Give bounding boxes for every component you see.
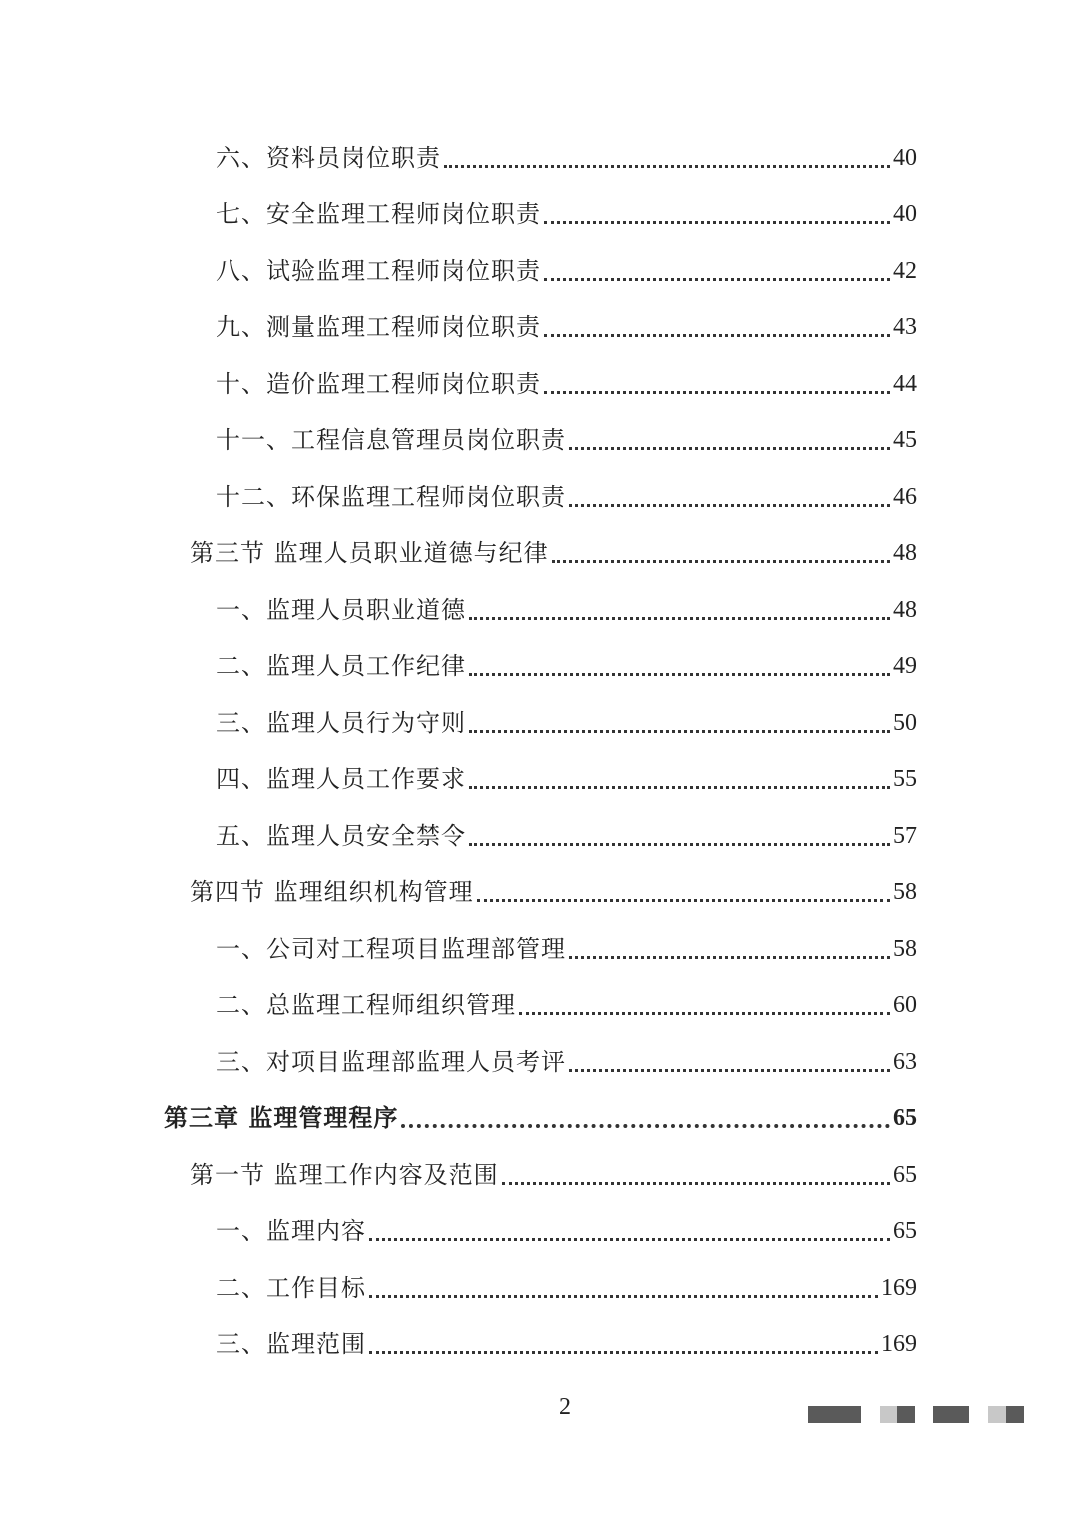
toc-entry-title: 五、监理人员安全禁令 bbox=[216, 822, 466, 850]
toc-leader-dots bbox=[369, 1295, 878, 1298]
toc-entry-title: 第三章 监理管理程序 bbox=[164, 1103, 399, 1132]
toc-entry-page: 46 bbox=[893, 484, 917, 510]
toc-entry-title: 七、安全监理工程师岗位职责 bbox=[216, 200, 541, 228]
toc-entry[interactable] bbox=[216, 646, 917, 686]
toc-entry-title: 四、监理人员工作要求 bbox=[216, 765, 466, 793]
toc-entry[interactable] bbox=[216, 590, 917, 630]
toc-entry[interactable] bbox=[216, 759, 917, 799]
toc-entry-page: 65 bbox=[893, 1218, 917, 1244]
toc-entry-title: 第四节 监理组织机构管理 bbox=[190, 878, 474, 906]
toc-entry-title: 一、公司对工程项目监理部管理 bbox=[216, 935, 566, 963]
toc-section-entry[interactable] bbox=[190, 1155, 917, 1195]
toc-leader-dots bbox=[477, 899, 890, 902]
toc-entry-page: 40 bbox=[893, 145, 917, 171]
toc-entry-page: 40 bbox=[893, 201, 917, 227]
toc-entry-page: 42 bbox=[893, 258, 917, 284]
toc-leader-dots bbox=[369, 1238, 890, 1241]
toc-entry-page: 169 bbox=[881, 1275, 917, 1301]
toc-leader-dots bbox=[469, 730, 890, 733]
toc-entry-title: 八、试验监理工程师岗位职责 bbox=[216, 257, 541, 285]
toc-entry-title: 十、造价监理工程师岗位职责 bbox=[216, 370, 541, 398]
toc-leader-dots bbox=[469, 617, 890, 620]
toc-entry-title: 三、监理人员行为守则 bbox=[216, 709, 466, 737]
toc-entry[interactable] bbox=[216, 1324, 917, 1364]
toc-chapter-entry[interactable] bbox=[164, 1098, 917, 1138]
toc-entry[interactable] bbox=[216, 929, 917, 969]
toc-leader-dots bbox=[544, 221, 890, 224]
toc-entry-title: 六、资料员岗位职责 bbox=[216, 144, 441, 172]
footer-decoration-block bbox=[897, 1406, 915, 1423]
toc-entry[interactable] bbox=[216, 364, 917, 404]
toc-entry-page: 58 bbox=[893, 936, 917, 962]
toc-entry-page: 65 bbox=[893, 1105, 917, 1131]
toc-leader-dots bbox=[401, 1124, 890, 1128]
toc-leader-dots bbox=[544, 278, 890, 281]
toc-entry[interactable] bbox=[216, 703, 917, 743]
toc-entry-title: 十二、环保监理工程师岗位职责 bbox=[216, 483, 566, 511]
toc-entry[interactable] bbox=[216, 138, 917, 178]
toc-entry-title: 十一、工程信息管理员岗位职责 bbox=[216, 426, 566, 454]
footer-decoration-block bbox=[933, 1406, 969, 1423]
toc-entry-page: 60 bbox=[893, 992, 917, 1018]
toc-leader-dots bbox=[569, 504, 890, 507]
toc-entry-page: 44 bbox=[893, 371, 917, 397]
toc-entry-page: 43 bbox=[893, 314, 917, 340]
toc-leader-dots bbox=[502, 1182, 890, 1185]
toc-entry-title: 三、监理范围 bbox=[216, 1330, 366, 1358]
toc-leader-dots bbox=[544, 334, 890, 337]
toc-leader-dots bbox=[444, 165, 890, 168]
toc-entry[interactable] bbox=[216, 816, 917, 856]
toc-leader-dots bbox=[552, 560, 890, 563]
toc-entry[interactable] bbox=[216, 251, 917, 291]
toc-entry-title: 二、总监理工程师组织管理 bbox=[216, 991, 516, 1019]
toc-entry-page: 49 bbox=[893, 653, 917, 679]
toc-entry-page: 63 bbox=[893, 1049, 917, 1075]
toc-entry-title: 三、对项目监理部监理人员考评 bbox=[216, 1048, 566, 1076]
page-number: 2 bbox=[559, 1394, 571, 1420]
toc-entry-title: 第三节 监理人员职业道德与纪律 bbox=[190, 539, 549, 567]
toc-entry[interactable] bbox=[216, 1268, 917, 1308]
toc-entry-page: 45 bbox=[893, 427, 917, 453]
toc-entry[interactable] bbox=[216, 1211, 917, 1251]
footer-decoration-block bbox=[808, 1406, 861, 1423]
toc-entry-title: 二、工作目标 bbox=[216, 1274, 366, 1302]
toc-leader-dots bbox=[519, 1012, 890, 1015]
toc-entry[interactable] bbox=[216, 477, 917, 517]
toc-leader-dots bbox=[469, 843, 890, 846]
footer-decoration-block bbox=[988, 1406, 1006, 1423]
toc-leader-dots bbox=[369, 1351, 878, 1354]
footer-decoration-block bbox=[1006, 1406, 1024, 1423]
toc-entry-page: 57 bbox=[893, 823, 917, 849]
footer-decoration-block bbox=[880, 1406, 897, 1423]
toc-entry-title: 一、监理内容 bbox=[216, 1217, 366, 1245]
toc-leader-dots bbox=[544, 391, 890, 394]
toc-section-entry[interactable] bbox=[190, 533, 917, 573]
toc-leader-dots bbox=[469, 786, 890, 789]
toc-entry-page: 169 bbox=[881, 1331, 917, 1357]
toc-entry-page: 65 bbox=[893, 1162, 917, 1188]
toc-leader-dots bbox=[569, 1069, 890, 1072]
toc-entry-title: 九、测量监理工程师岗位职责 bbox=[216, 313, 541, 341]
toc-leader-dots bbox=[569, 956, 890, 959]
toc-leader-dots bbox=[469, 673, 890, 676]
toc-leader-dots bbox=[569, 447, 890, 450]
toc-entry-title: 第一节 监理工作内容及范围 bbox=[190, 1161, 499, 1189]
toc-entry-title: 一、监理人员职业道德 bbox=[216, 596, 466, 624]
toc-entry[interactable] bbox=[216, 307, 917, 347]
toc-entry-page: 55 bbox=[893, 766, 917, 792]
toc-section-entry[interactable] bbox=[190, 872, 917, 912]
toc-entry-title: 二、监理人员工作纪律 bbox=[216, 652, 466, 680]
toc-entry[interactable] bbox=[216, 194, 917, 234]
toc-entry-page: 50 bbox=[893, 710, 917, 736]
toc-entry-page: 48 bbox=[893, 597, 917, 623]
toc-entry[interactable] bbox=[216, 1042, 917, 1082]
toc-entry-page: 48 bbox=[893, 540, 917, 566]
toc-entry[interactable] bbox=[216, 985, 917, 1025]
toc-entry[interactable] bbox=[216, 420, 917, 460]
toc-entry-page: 58 bbox=[893, 879, 917, 905]
